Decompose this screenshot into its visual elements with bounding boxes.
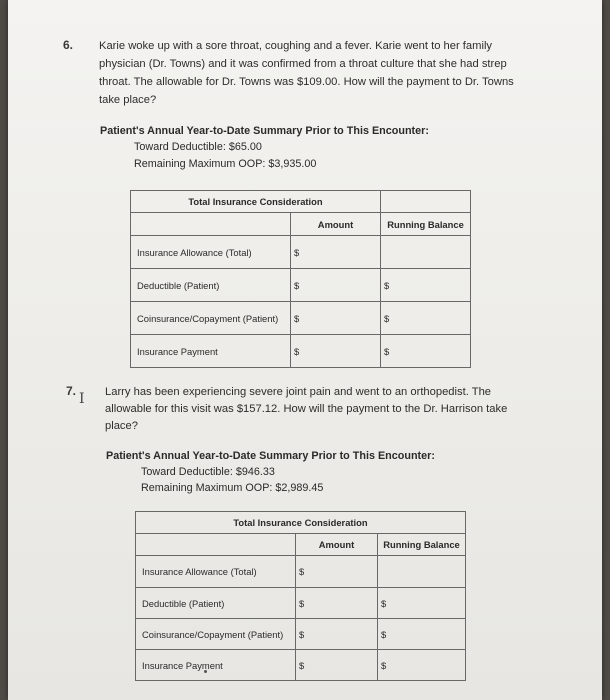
- question-7-line: Larry has been experiencing severe joint pain and went to an orthopedist. The: [105, 386, 492, 398]
- amount-input[interactable]: $: [291, 269, 381, 302]
- table-row: [131, 335, 471, 368]
- running-balance-column-header: Running Balance: [381, 213, 471, 236]
- question-6-text: [99, 37, 514, 109]
- row-label: Insurance Allowance (Total): [136, 556, 296, 588]
- row-label: Coinsurance/Copayment (Patient): [136, 619, 296, 650]
- row-label: Deductible (Patient): [136, 588, 296, 619]
- question-7-remaining-oop: Remaining Maximum OOP: $2,989.45: [141, 482, 324, 494]
- table-row: [131, 302, 471, 335]
- question-7-number: 7.: [66, 384, 77, 398]
- row-label: Deductible (Patient): [131, 269, 291, 302]
- question-6-toward-deductible: Toward Deductible: $65.00: [134, 141, 262, 153]
- question-6-line: physician (Dr. Towns) and it was confirmed from a throat culture that she had strep: [99, 58, 507, 70]
- question-6-number: 6.: [63, 38, 74, 52]
- question-7-table: [135, 511, 466, 681]
- question-6-line: throat. The allowable for Dr. Towns was $109.00. How will the payment to Dr. Towns: [99, 76, 514, 88]
- row-label: Insurance Allowance (Total): [131, 236, 291, 269]
- running-balance-input[interactable]: $: [381, 302, 471, 335]
- row-label: Coinsurance/Copayment (Patient): [131, 302, 291, 335]
- table-caption: Total Insurance Consideration: [136, 512, 466, 534]
- amount-input[interactable]: $: [291, 302, 381, 335]
- table-row: [136, 588, 466, 619]
- table-row: [131, 236, 471, 269]
- running-balance-input[interactable]: $: [378, 650, 466, 681]
- running-balance-input[interactable]: [381, 236, 471, 269]
- amount-input[interactable]: $: [291, 335, 381, 368]
- running-balance-input[interactable]: $: [381, 269, 471, 302]
- worksheet-page: [8, 0, 602, 700]
- question-6-table: [130, 190, 471, 368]
- table-cell: [381, 191, 471, 213]
- running-balance-input[interactable]: $: [381, 335, 471, 368]
- question-7-line: allowable for this visit was $157.12. How will the payment to the Dr. Harrison take: [105, 403, 508, 415]
- amount-input[interactable]: $: [296, 619, 378, 650]
- amount-input[interactable]: $: [296, 588, 378, 619]
- amount-input[interactable]: $: [291, 236, 381, 269]
- amount-input[interactable]: $: [296, 650, 378, 681]
- text-cursor-icon: I: [79, 391, 85, 407]
- question-7-line: place?: [105, 420, 138, 432]
- running-balance-input[interactable]: $: [378, 619, 466, 650]
- running-balance-column-header: Running Balance: [378, 534, 466, 556]
- question-7-summary-heading: Patient's Annual Year-to-Date Summary Prior to This Encounter:: [106, 450, 435, 462]
- amount-column-header: Amount: [296, 534, 378, 556]
- amount-input[interactable]: $: [296, 556, 378, 588]
- table-row: [136, 650, 466, 681]
- question-7-toward-deductible: Toward Deductible: $946.33: [141, 466, 275, 478]
- table-cell: [136, 534, 296, 556]
- table-cell: [131, 213, 291, 236]
- question-6-summary-heading: Patient's Annual Year-to-Date Summary Prior to This Encounter:: [100, 125, 429, 137]
- amount-column-header: Amount: [291, 213, 381, 236]
- table-caption: Total Insurance Consideration: [131, 191, 381, 213]
- table-row: [136, 619, 466, 650]
- question-6-remaining-oop: Remaining Maximum OOP: $3,935.00: [134, 158, 317, 170]
- pen-mark: [204, 670, 207, 673]
- running-balance-input[interactable]: [378, 556, 466, 588]
- question-7-text: [105, 384, 507, 435]
- row-label: Insurance Payment: [131, 335, 291, 368]
- row-label: Insurance Payment: [136, 650, 296, 681]
- question-6-line: take place?: [99, 94, 157, 106]
- table-row: [131, 269, 471, 302]
- question-6-line: Karie woke up with a sore throat, coughing and a fever. Karie went to her family: [99, 40, 493, 52]
- table-row: [136, 556, 466, 588]
- running-balance-input[interactable]: $: [378, 588, 466, 619]
